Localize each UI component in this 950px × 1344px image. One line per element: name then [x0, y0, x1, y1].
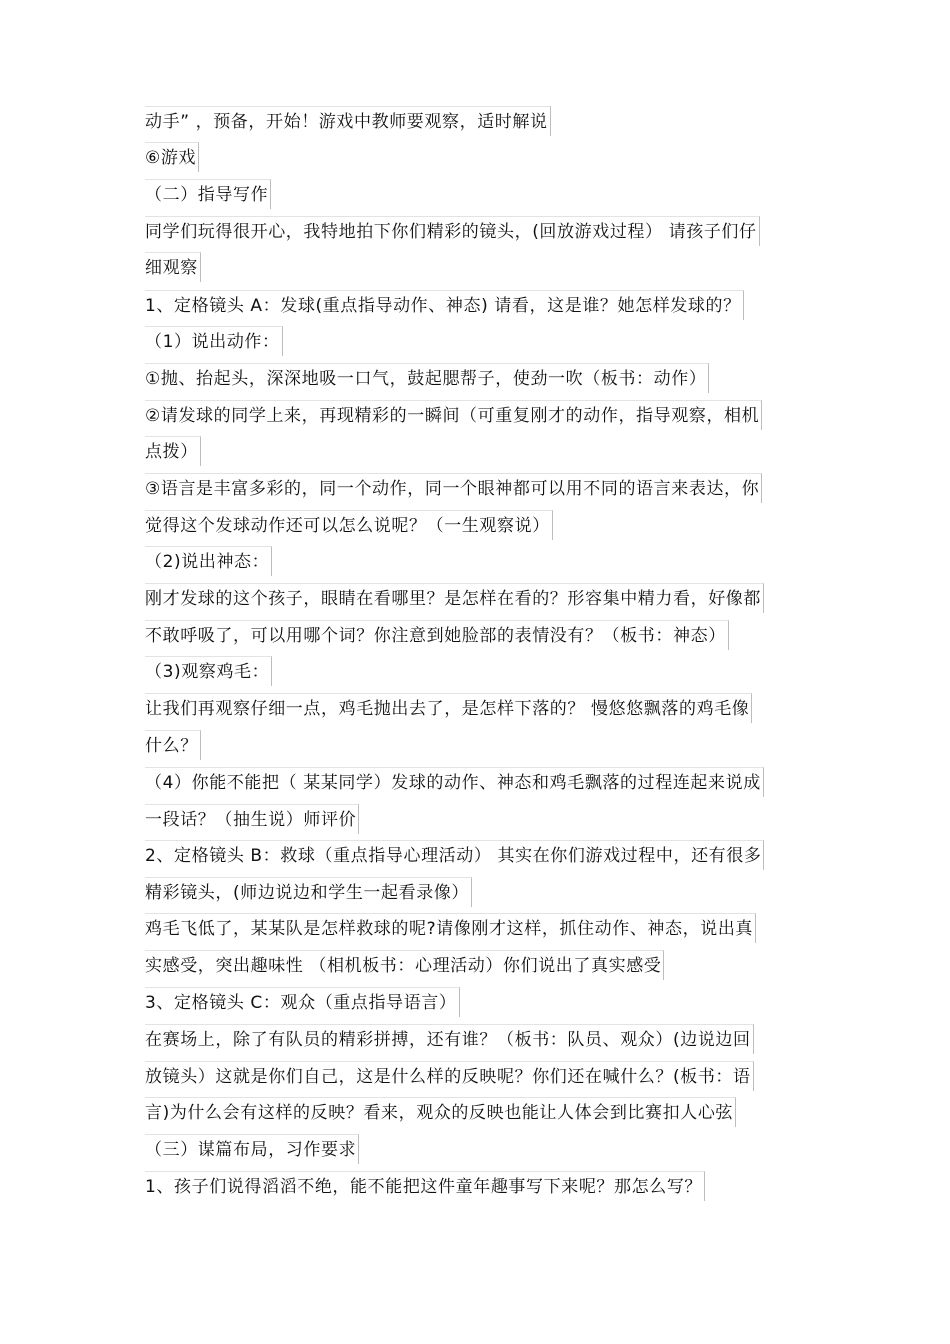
text-line-content: 什么？: [145, 730, 201, 760]
text-line: [145, 473, 762, 503]
text-line: [145, 363, 709, 393]
text-line: [145, 1024, 754, 1054]
text-line-content: （4）你能不能把（ 某某同学）发球的动作、神态和鸡毛飘落的过程连起来说成: [145, 767, 764, 797]
text-line-content: 3、定格镜头 C：观众（重点指导语言）: [145, 987, 460, 1017]
text-line-content: 觉得这个发球动作还可以怎么说呢？（一生观察说）: [145, 510, 553, 540]
text-line: [145, 987, 460, 1017]
text-line-content: ⑥游戏: [145, 142, 199, 172]
text-line: [145, 326, 283, 356]
text-line-content: 1、定格镜头 A：发球(重点指导动作、神态) 请看，这是谁？她怎样发球的？: [145, 290, 744, 320]
text-line-content: （3)观察鸡毛：: [145, 656, 272, 686]
text-line-content: 言)为什么会有这样的反映？看来，观众的反映也能让人体会到比赛扣人心弦: [145, 1097, 736, 1127]
text-line: [145, 400, 762, 430]
text-line-content: ③语言是丰富多彩的，同一个动作，同一个眼神都可以用不同的语言来表达，你: [145, 473, 762, 503]
text-line: [145, 216, 760, 246]
text-line: [145, 804, 359, 834]
text-line-content: 鸡毛飞低了，某某队是怎样救球的呢?请像刚才这样，抓住动作、神态，说出真: [145, 913, 756, 943]
text-line: [145, 142, 199, 172]
text-line-content: 细观察: [145, 252, 201, 282]
text-line: [145, 767, 764, 797]
text-line: [145, 620, 729, 650]
text-line: [145, 877, 472, 907]
text-line: [145, 656, 272, 686]
text-line-content: 1、孩子们说得滔滔不绝，能不能把这件童年趣事写下来呢？那怎么写？: [145, 1171, 705, 1201]
text-line-content: 2、定格镜头 B：救球（重点指导心理活动） 其实在你们游戏过程中，还有很多: [145, 840, 764, 870]
text-line: [145, 290, 744, 320]
text-line: [145, 913, 756, 943]
text-line-content: 实感受，突出趣味性 （相机板书：心理活动）你们说出了真实感受: [145, 950, 664, 980]
text-line: [145, 179, 271, 209]
text-line-content: 点拨）: [145, 436, 201, 466]
text-line: [145, 546, 272, 576]
text-line-content: 刚才发球的这个孩子，眼睛在看哪里？是怎样在看的？形容集中精力看，好像都: [145, 583, 764, 613]
text-line-content: 不敢呼吸了，可以用哪个词？你注意到她脸部的表情没有？（板书：神态）: [145, 620, 729, 650]
text-line-content: 放镜头）这就是你们自己，这是什么样的反映呢？你们还在喊什么？(板书：语: [145, 1061, 754, 1091]
text-line-content: 精彩镜头，(师边说边和学生一起看录像）: [145, 877, 472, 907]
text-line-content: （二）指导写作: [145, 179, 271, 209]
text-line: [145, 436, 201, 466]
text-line-content: （2)说出神态：: [145, 546, 272, 576]
text-line: [145, 730, 201, 760]
text-line: [145, 583, 764, 613]
text-line-content: （三）谋篇布局，习作要求: [145, 1134, 359, 1164]
text-line-content: 在赛场上，除了有队员的精彩拼搏，还有谁？（板书：队员、观众）(边说边回: [145, 1024, 754, 1054]
text-line: [145, 1097, 736, 1127]
text-line: [145, 106, 551, 136]
text-line: [145, 950, 664, 980]
text-line: [145, 1134, 359, 1164]
text-line: [145, 693, 752, 723]
text-line: [145, 1061, 754, 1091]
text-line: [145, 840, 764, 870]
text-line: [145, 510, 553, 540]
text-line: [145, 252, 201, 282]
text-line-content: 同学们玩得很开心，我特地拍下你们精彩的镜头，(回放游戏过程） 请孩子们仔: [145, 216, 760, 246]
text-line-content: ①抛、抬起头，深深地吸一口气，鼓起腮帮子，使劲一吹（板书：动作）: [145, 363, 709, 393]
text-line-content: ②请发球的同学上来，再现精彩的一瞬间（可重复刚才的动作，指导观察，相机: [145, 400, 762, 430]
text-line-content: （1）说出动作：: [145, 326, 283, 356]
text-line-content: 一段话？（抽生说）师评价: [145, 804, 359, 834]
text-line: [145, 1171, 705, 1201]
text-line-content: 让我们再观察仔细一点，鸡毛抛出去了，是怎样下落的？ 慢悠悠飘落的鸡毛像: [145, 693, 752, 723]
text-line-content: 动手” ，预备，开始！游戏中教师要观察，适时解说: [145, 106, 551, 136]
